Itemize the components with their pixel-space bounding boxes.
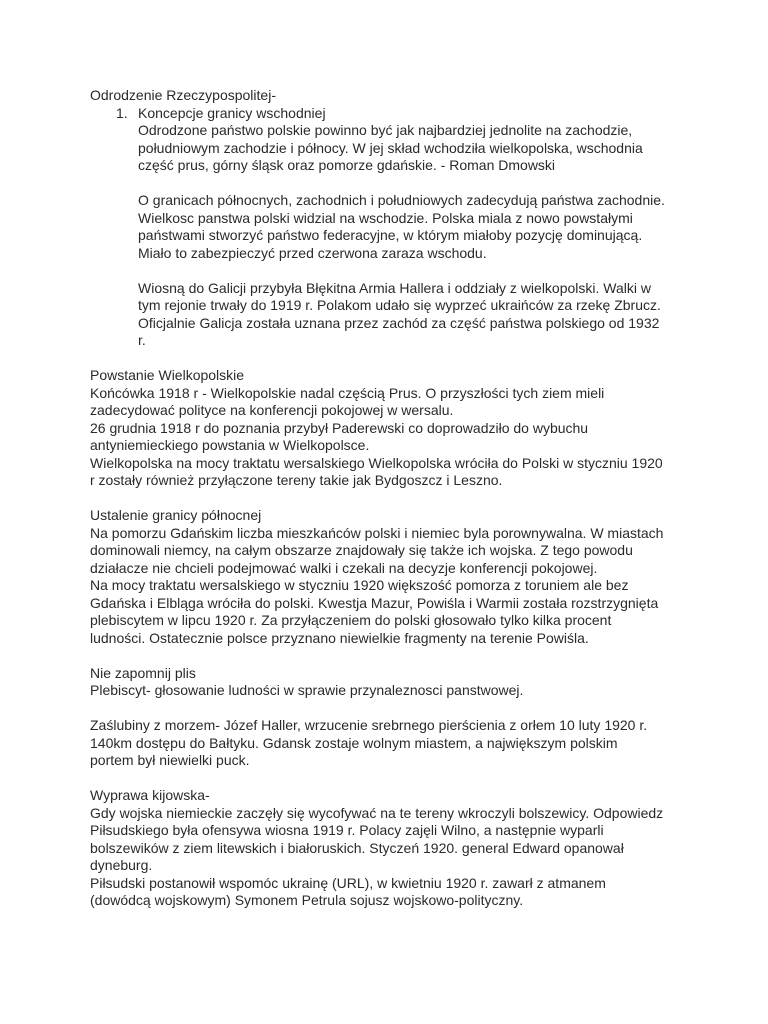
- spacer: [90, 647, 690, 665]
- spacer: [138, 262, 690, 280]
- section-heading-wyprawa-kijowska: Wyprawa kijowska-: [90, 787, 210, 803]
- spacer: [90, 490, 690, 508]
- spacer: [90, 770, 690, 788]
- section-body-wyprawa-kijowska: Gdy wojska niemieckie zaczęły się wycofywać na te tereny wkroczyli bolszewicy. Odpowiedz Piłsudskiego była ofensywa wiosna 1919 r. Polacy zajęli Wilno, a następnie wyparli bolszewików z ziem litewskich i białoruskich. Styczeń 1920. general Edward opanował dyneburg. Piłsudski postanowił wspomóc ukrainę (URL), w kwietniu 1920 r. zawarł z atmanem (dowódcą wojskowym) Symonem Petrula sojusz wojskowo-polityczny.: [90, 804, 664, 908]
- list-item: [90, 105, 690, 123]
- section-body-powstanie: Końcówka 1918 r - Wielkopolskie nadal częścią Prus. O przyszłości tych ziem mieli zadecydować polityce na konferencji pokojowej w wersalu. 26 grudnia 1918 r do poznania przybył Paderewski co doprowadziło do wybuchu antyniemieckiego powstania w Wielkopolsce. Wielkopolska na mocy traktatu wersalskiego Wielkopolska wróciła do Polski w styczniu 1920 r zostały również przyłączone tereny takie jak Bydgoszcz i Leszno.: [90, 384, 663, 488]
- paragraph-galicja: Wiosną do Galicji przybyła Błękitna Armia Hallera i oddziały z wielkopolski. Walki w tym rejonie trwały do 1919 r. Polakom udało się wyprzeć ukraińców za rzekę Zbrucz. Oficjalnie Galicja została uznana przez zachód za część państwa polskiego od 1932 r.: [138, 279, 661, 348]
- paragraph-dmowski: Odrodzone państwo polskie powinno być jak najbardziej jednolite na zachodzie, południowym zachodzie i północy. W jej skład wchodziła wielkopolska, wschodnia część prus, górny śląsk oraz pomorze gdańskie. - Roman Dmowski: [138, 122, 643, 173]
- spacer: [90, 700, 690, 718]
- section-heading-granica-polnocna: Ustalenie granicy północnej: [90, 507, 262, 523]
- list-item-number: 1.: [116, 104, 128, 121]
- document-page: [90, 87, 690, 910]
- document-title: Odrodzenie Rzeczypospolitej-: [90, 87, 276, 103]
- section-body-zaslubiny: Zaślubiny z morzem- Józef Haller, wrzucenie srebrnego pierścienia z orłem 10 luty 1920 r. 140km dostępu do Bałtyku. Gdansk zostaje wolnym miastem, a największym polskim portem był niewielki puck.: [90, 717, 648, 768]
- paragraph-federation: O granicach północnych, zachodnich i południowych zadecydują państwa zachodnie. Wielkosc panstwa polski widzial na wschodzie. Polska miala z nowo powstałymi państwami stworzyć państwo federacyjne, w którym miałoby pozycję dominującą. Miało to zabezpieczyć przed czerwona zaraza wschodu.: [138, 192, 665, 261]
- section-body-plebiscyt: Plebiscyt- głosowanie ludności w sprawie przynaleznosci panstwowej.: [90, 682, 524, 698]
- section-body-granica-polnocna: Na pomorzu Gdańskim liczba mieszkańców polski i niemiec byla porownywalna. W miastach dominowali niemcy, na całym obszarze znajdowały się także ich wojska. Z tego powodu działacze nie chcieli podejmować walki i czekali na decyzje konferencji pokojowej. Na mocy traktatu wersalskiego w styczniu 1920 większość pomorza z toruniem ale bez Gdańska i Elbląga wróciła do polski. Kwestja Mazur, Powiśla i Warmii została rozstrzygnięta plebiscytem w lipcu 1920 r. Za przyłączeniem do polski głosowało tylko kilka procent ludności. Ostatecznie polsce przyznano niewielkie fragmenty na terenie Powiśla.: [90, 524, 664, 646]
- spacer: [138, 175, 690, 193]
- list-item-heading: Koncepcje granicy wschodniej: [138, 104, 326, 121]
- spacer: [90, 350, 690, 368]
- section-heading-nie-zapomnij: Nie zapomnij plis: [90, 664, 196, 681]
- list-item-content: [90, 122, 690, 350]
- section-heading-powstanie: Powstanie Wielkopolskie: [90, 367, 245, 383]
